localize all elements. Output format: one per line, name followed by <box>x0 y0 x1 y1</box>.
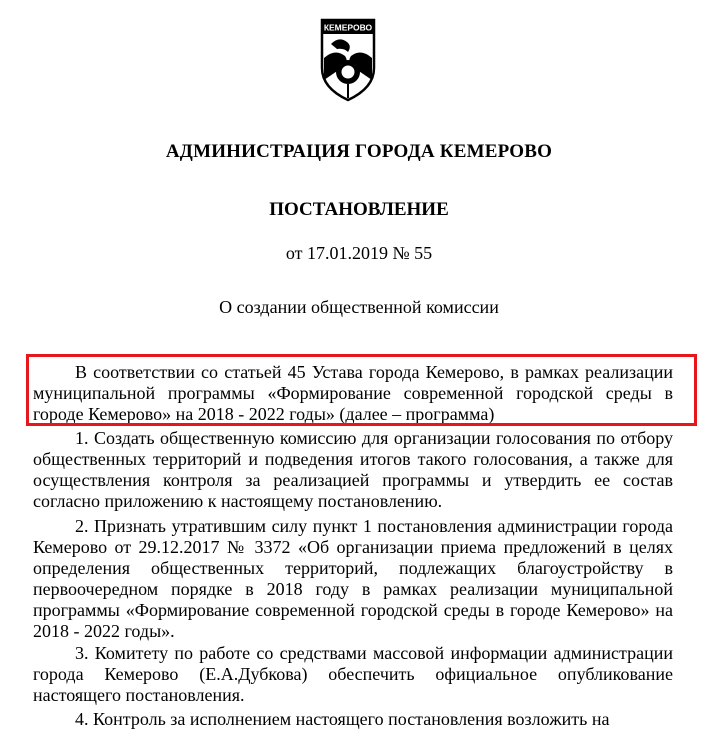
city-coat-of-arms <box>319 18 377 102</box>
clause-1: 1. Создать общественную комиссию для организации голосования по отбору общественных территорий и подведения итогов такого голосования, а также для осуществления контроля за реализацией программы и утвердить ее состав согласно приложению к настоящему постановлению. <box>33 428 673 511</box>
document-type: ПОСТАНОВЛЕНИЕ <box>269 199 449 220</box>
emblem-city-label: КЕМЕРОВО <box>323 22 373 33</box>
document-date-number: от 17.01.2019 № 55 <box>285 243 433 263</box>
intro-paragraph: В соответствии со статьей 45 Устава города Кемерово, в рамках реализации муниципальной программы «Формирование современной городской среды в городе Кемерово» на 2018 - 2022 годы» (далее – программа) <box>33 362 673 424</box>
clause-3: 3. Комитету по работе со средствами массовой информации администрации города Кемерово (Е.А.Дубкова) обеспечить официальное опубликование настоящего постановления. <box>33 643 673 705</box>
intro-highlight-box <box>26 354 697 426</box>
organization-title: АДМИНИСТРАЦИЯ ГОРОДА КЕМЕРОВО <box>165 141 553 162</box>
clause-2: 2. Признать утратившим силу пункт 1 постановления администрации города Кемерово от 29.12.2017 № 3372 «Об организации приема предложений в целях определения общественных территорий, подлежащих благоустройству в первоочередном порядке в 2018 году в рамках реализации муниципальной программы «Формирование современной городской среды в городе Кемерово» на 2018 - 2022 годы». <box>33 516 673 641</box>
document-subject: О создании общественной комиссии <box>219 297 499 317</box>
clause-4: 4. Контроль за исполнением настоящего постановления возложить на <box>75 709 610 729</box>
